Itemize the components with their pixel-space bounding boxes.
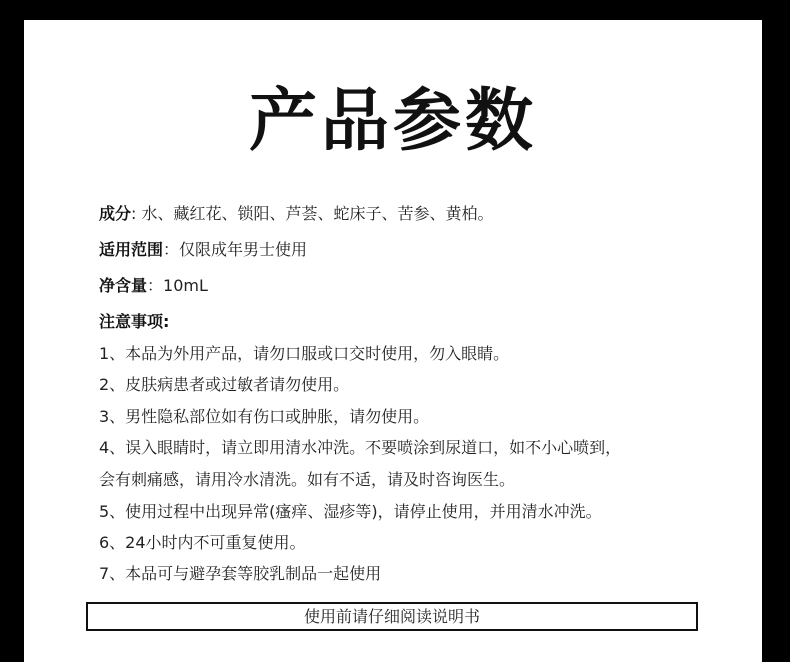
ingredients-label: 成分	[99, 204, 132, 223]
product-info-panel	[24, 20, 762, 662]
ingredients-row	[99, 203, 494, 225]
note-line-continued: 会有刺痛感，请用冷水清洗。如有不适，请及时咨询医生。	[99, 470, 516, 489]
note-line: 4、误入眼睛时，请立即用清水冲洗。不要喷涂到尿道口，如不小心喷到，	[99, 438, 622, 457]
note-line: 2、皮肤病患者或过敏者请勿使用。	[99, 375, 350, 394]
volume-label: 净含量	[99, 276, 148, 295]
volume-separator: ：	[147, 276, 164, 295]
page-title: 产品参数	[248, 82, 537, 161]
note-line: 3、男性隐私部位如有伤口或肿胀，请勿使用。	[99, 407, 430, 426]
ingredients-value: 水、藏红花、锁阳、芦荟、蛇床子、苦参、黄柏。	[141, 204, 494, 223]
ingredients-separator: :	[131, 204, 142, 223]
scope-row	[99, 239, 307, 261]
note-line: 1、本品为外用产品，请勿口服或口交时使用，勿入眼睛。	[99, 344, 510, 363]
volume-value: 10mL	[163, 276, 208, 295]
scope-value: 仅限成年男士使用	[179, 240, 308, 259]
note-line: 7、本品可与避孕套等胶乳制品一起使用	[99, 564, 382, 583]
notes-heading: 注意事项:	[99, 312, 170, 331]
read-instructions-notice: 使用前请仔细阅读说明书	[86, 602, 698, 631]
scope-separator: ：	[163, 240, 180, 259]
note-line: 6、24小时内不可重复使用。	[99, 533, 306, 552]
notes-heading-row	[99, 311, 169, 333]
scope-label: 适用范围	[99, 240, 164, 259]
volume-row	[99, 275, 208, 297]
note-line: 5、使用过程中出现异常(瘙痒、湿疹等)，请停止使用，并用清水冲洗。	[99, 502, 602, 521]
